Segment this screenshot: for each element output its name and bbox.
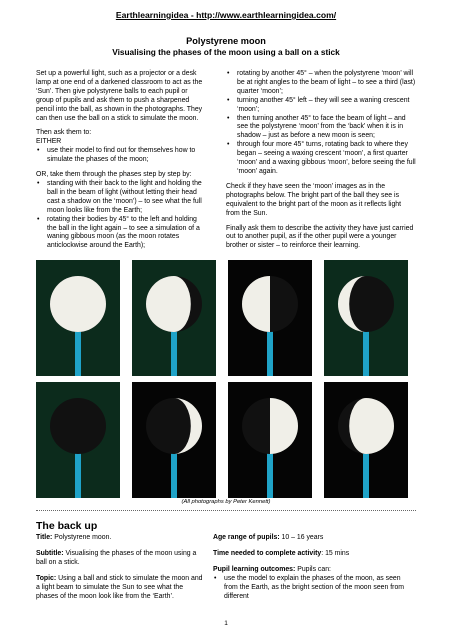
moon-photo-waxing-gibbous — [324, 382, 408, 498]
list-item: • through four more 45° turns, rotating back to where they began – seeing a waxing crescent ‘moon’, a first quarter ‘moon’ and a waxing gibbous ‘moon’, before seeing the full ‘moon’ again. — [237, 141, 416, 177]
pencil-stick — [267, 452, 273, 498]
either-list — [36, 147, 206, 165]
right-column — [226, 70, 416, 257]
age-label: Age range of pupils: — [213, 534, 280, 541]
page-header-url[interactable]: Earthlearningidea - http://www.earthlearningidea.com/ — [115, 10, 337, 20]
left-column — [36, 70, 206, 257]
title-label: Title: — [36, 534, 53, 541]
topic-value: Using a ball and stick to simulate the moon and a light beam to simulate the Sun to see what the phases of the moon look like from the ‘Earth’. — [36, 575, 203, 600]
moon-photo-third-quarter — [228, 260, 312, 376]
list-item: • rotating by another 45° – when the polystyrene ‘moon’ will be at right angles to the beam of light – to see a third (last) quarter ‘moon’; — [237, 70, 416, 97]
back-up-heading: The back up — [36, 520, 98, 532]
time-value: : 15 mins — [321, 550, 350, 557]
pencil-stick — [75, 452, 81, 498]
pencil-stick — [171, 330, 177, 376]
pencil-stick — [363, 330, 369, 376]
either-text: EITHER — [36, 138, 62, 146]
moon-photo-waxing-crescent — [132, 382, 216, 498]
topic-field — [36, 574, 206, 601]
time-field — [213, 549, 413, 558]
steps-list-right — [226, 70, 416, 177]
moon-photo-first-quarter — [228, 382, 312, 498]
intro-paragraph: Set up a powerful light, such as a projector or a desk lamp at one end of a darkened classroom to act as the ‘Sun’. Then give polystyrene balls to each pupil or group of pupils and ask them to push a sharpened pencil into the ball, as shown in the photographs. They can then use the ball on a stick to simulate the moon. — [36, 70, 203, 122]
list-item: • use their model to find out for themselves how to simulate the phases of the moon; — [47, 147, 206, 165]
list-item: • turning another 45° left – they will see a waning crescent ‘moon’; — [237, 97, 416, 115]
time-label: Time needed to complete activity — [213, 550, 322, 557]
photo-credit: (All photographs by Peter Kennett) — [181, 499, 271, 505]
list-item: • then turning another 45° to face the beam of light – and see the polystyrene ‘moon’ from the ‘back’ when it is in shadow – just as before a new moon is seen; — [237, 115, 416, 142]
subtitle-field — [36, 549, 206, 567]
topic-label: Topic: — [36, 575, 57, 582]
outcomes-list — [213, 574, 413, 601]
steps-list-left — [36, 180, 206, 251]
subtitle-label: Subtitle: — [36, 550, 64, 557]
moon-phase-photos — [36, 260, 416, 500]
title-field — [36, 533, 206, 542]
lit-area — [50, 276, 106, 332]
outcomes-label: Pupil learning outcomes: — [213, 566, 296, 573]
moon-photo-full — [36, 260, 120, 376]
outcomes-field — [213, 565, 413, 574]
or-text: OR, take them through the phases step by step by: — [36, 171, 192, 179]
moon-photo-waning-crescent — [324, 260, 408, 376]
age-value: 10 – 16 years — [281, 534, 324, 541]
section-divider — [36, 510, 416, 511]
back-up-right — [213, 533, 413, 601]
age-field — [213, 533, 413, 542]
ball — [50, 398, 106, 454]
moon-photo-new — [36, 382, 120, 498]
back-up-left — [36, 533, 206, 608]
list-item: • use the model to explain the phases of the moon, as seen from the Earth, as the bright section of the moon seen from different — [224, 574, 413, 601]
pencil-stick — [363, 452, 369, 498]
outcomes-value: Pupils can: — [297, 566, 331, 573]
page-title: Polystyrene moon — [186, 36, 266, 46]
list-item: • rotating their bodies by 45° to the left and holding the ball in the light again – to see a simulation of a waning gibbous moon (as the moon rotates anticlockwise around the Earth); — [47, 216, 206, 252]
pencil-stick — [171, 452, 177, 498]
page-subtitle: Visualising the phases of the moon using a ball on a stick — [112, 47, 340, 57]
ask-text: Then ask them to: — [36, 129, 92, 137]
check-paragraph: Check if they have seen the ‘moon’ images as in the photographs below. The bright part of the ball they see is equivalent to the bright part of the moon as it reflects light from the Sun. — [226, 182, 402, 217]
moon-photo-waning-gibbous — [132, 260, 216, 376]
pencil-stick — [75, 330, 81, 376]
list-item: • standing with their back to the light and holding the ball in the beam of light (without letting their head cast a shadow on the ‘moon’) – to see what the full moon looks like from the Earth; — [47, 180, 206, 216]
title-value: Polystyrene moon. — [54, 534, 112, 541]
finally-paragraph: Finally ask them to describe the activity they have just carried out to another pupil, as if the other pupil were a younger brother or sister – to reinforce their learning. — [226, 224, 414, 250]
page-number: 1 — [224, 620, 228, 627]
subtitle-value: Visualising the phases of the moon using a ball on a stick. — [36, 550, 197, 566]
pencil-stick — [267, 330, 273, 376]
